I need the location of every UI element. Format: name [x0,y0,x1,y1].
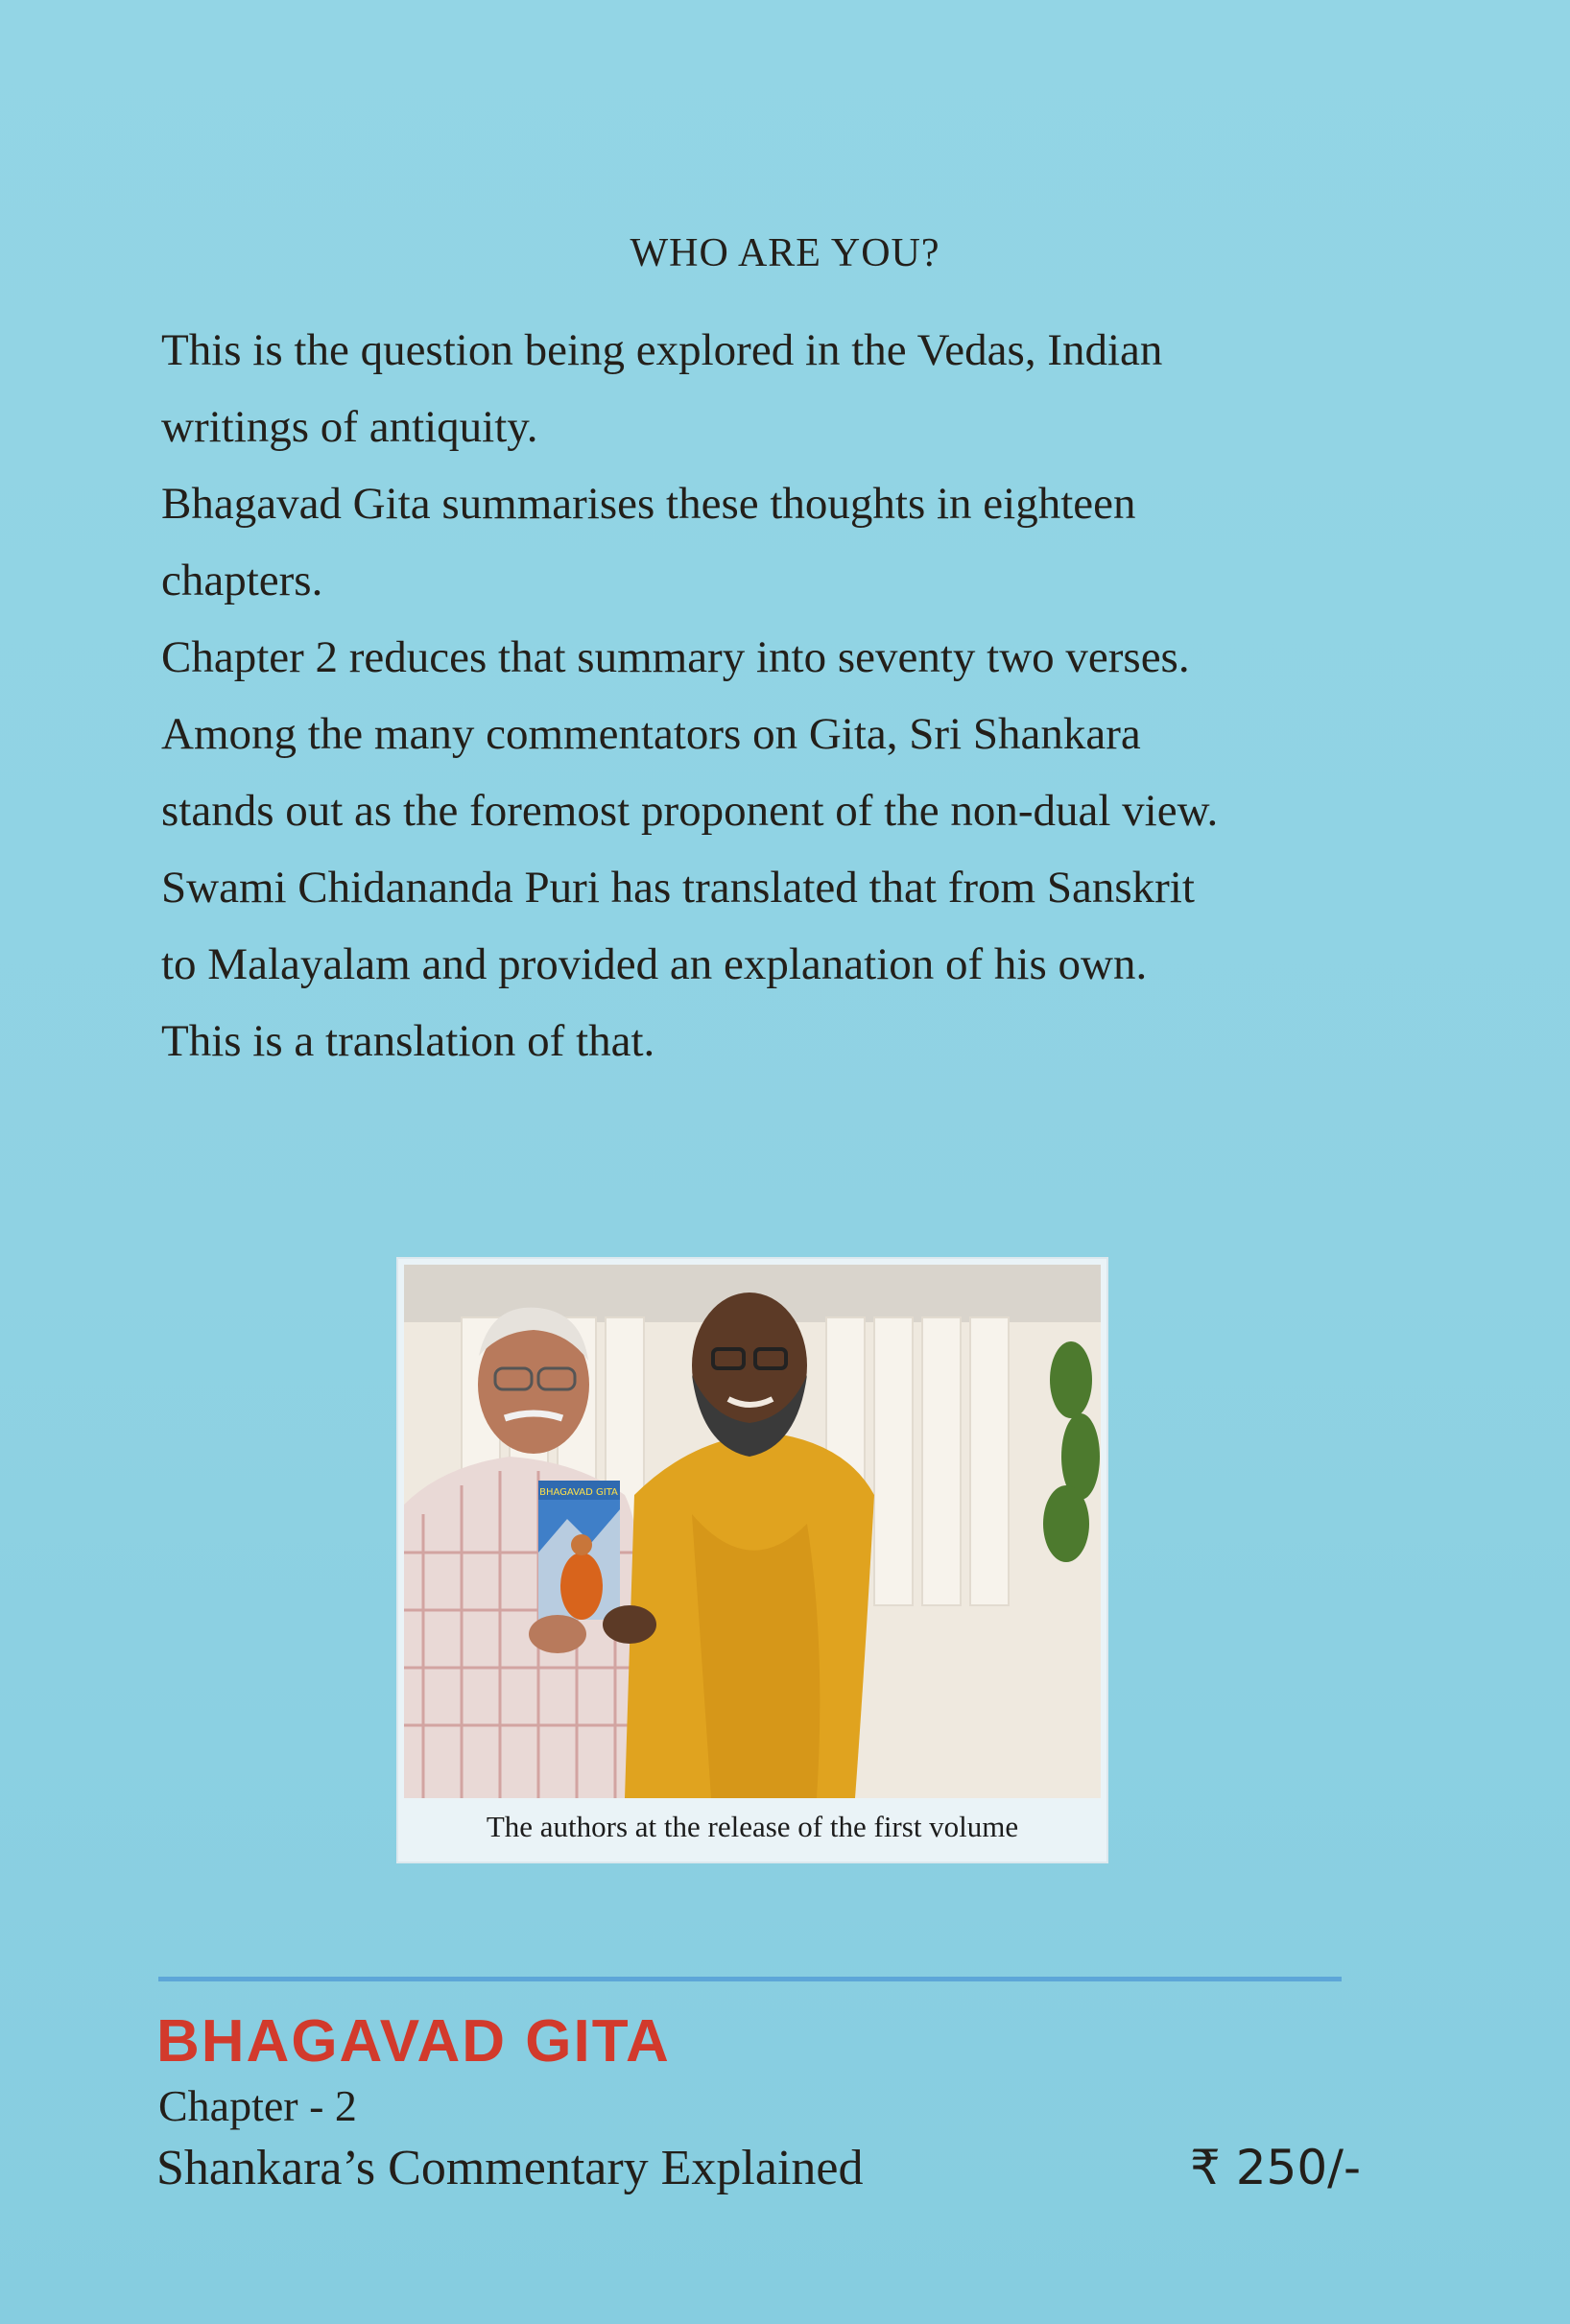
blurb-line: writings of antiquity. [161,402,538,452]
blurb-line: Bhagavad Gita summarises these thoughts in eighteen [161,479,1136,529]
blurb-line: stands out as the foremost proponent of the non-dual view. [161,786,1219,836]
blurb-line: This is the question being explored in the Vedas, Indian [161,325,1163,375]
blurb-heading: WHO ARE YOU? [630,231,940,275]
photo-caption: The authors at the release of the first volume [486,1810,1019,1843]
book-price: ₹ 250/- [1190,2140,1362,2195]
book-subtitle: Shankara’s Commentary Explained [156,2141,864,2195]
book-chapter: Chapter - 2 [158,2081,357,2130]
book-title: BHAGAVAD GITA [156,2008,671,2075]
book-in-photo-title: BHAGAVAD GITA [539,1487,618,1498]
divider-rule [158,1977,1342,1981]
blurb-line: Chapter 2 reduces that summary into seventy two verses. [161,632,1190,682]
author-photo-frame [396,1257,1108,1863]
blurb-text [161,312,1409,1079]
blurb-line: Swami Chidananda Puri has translated that from Sanskrit [161,863,1195,913]
blurb-line: to Malayalam and provided an explanation of his own. [161,939,1148,989]
blurb-line: Among the many commentators on Gita, Sri Shankara [161,709,1141,759]
blurb-line: chapters. [161,556,323,605]
author-photo [404,1265,1101,1798]
blurb-line: This is a translation of that. [161,1016,655,1066]
